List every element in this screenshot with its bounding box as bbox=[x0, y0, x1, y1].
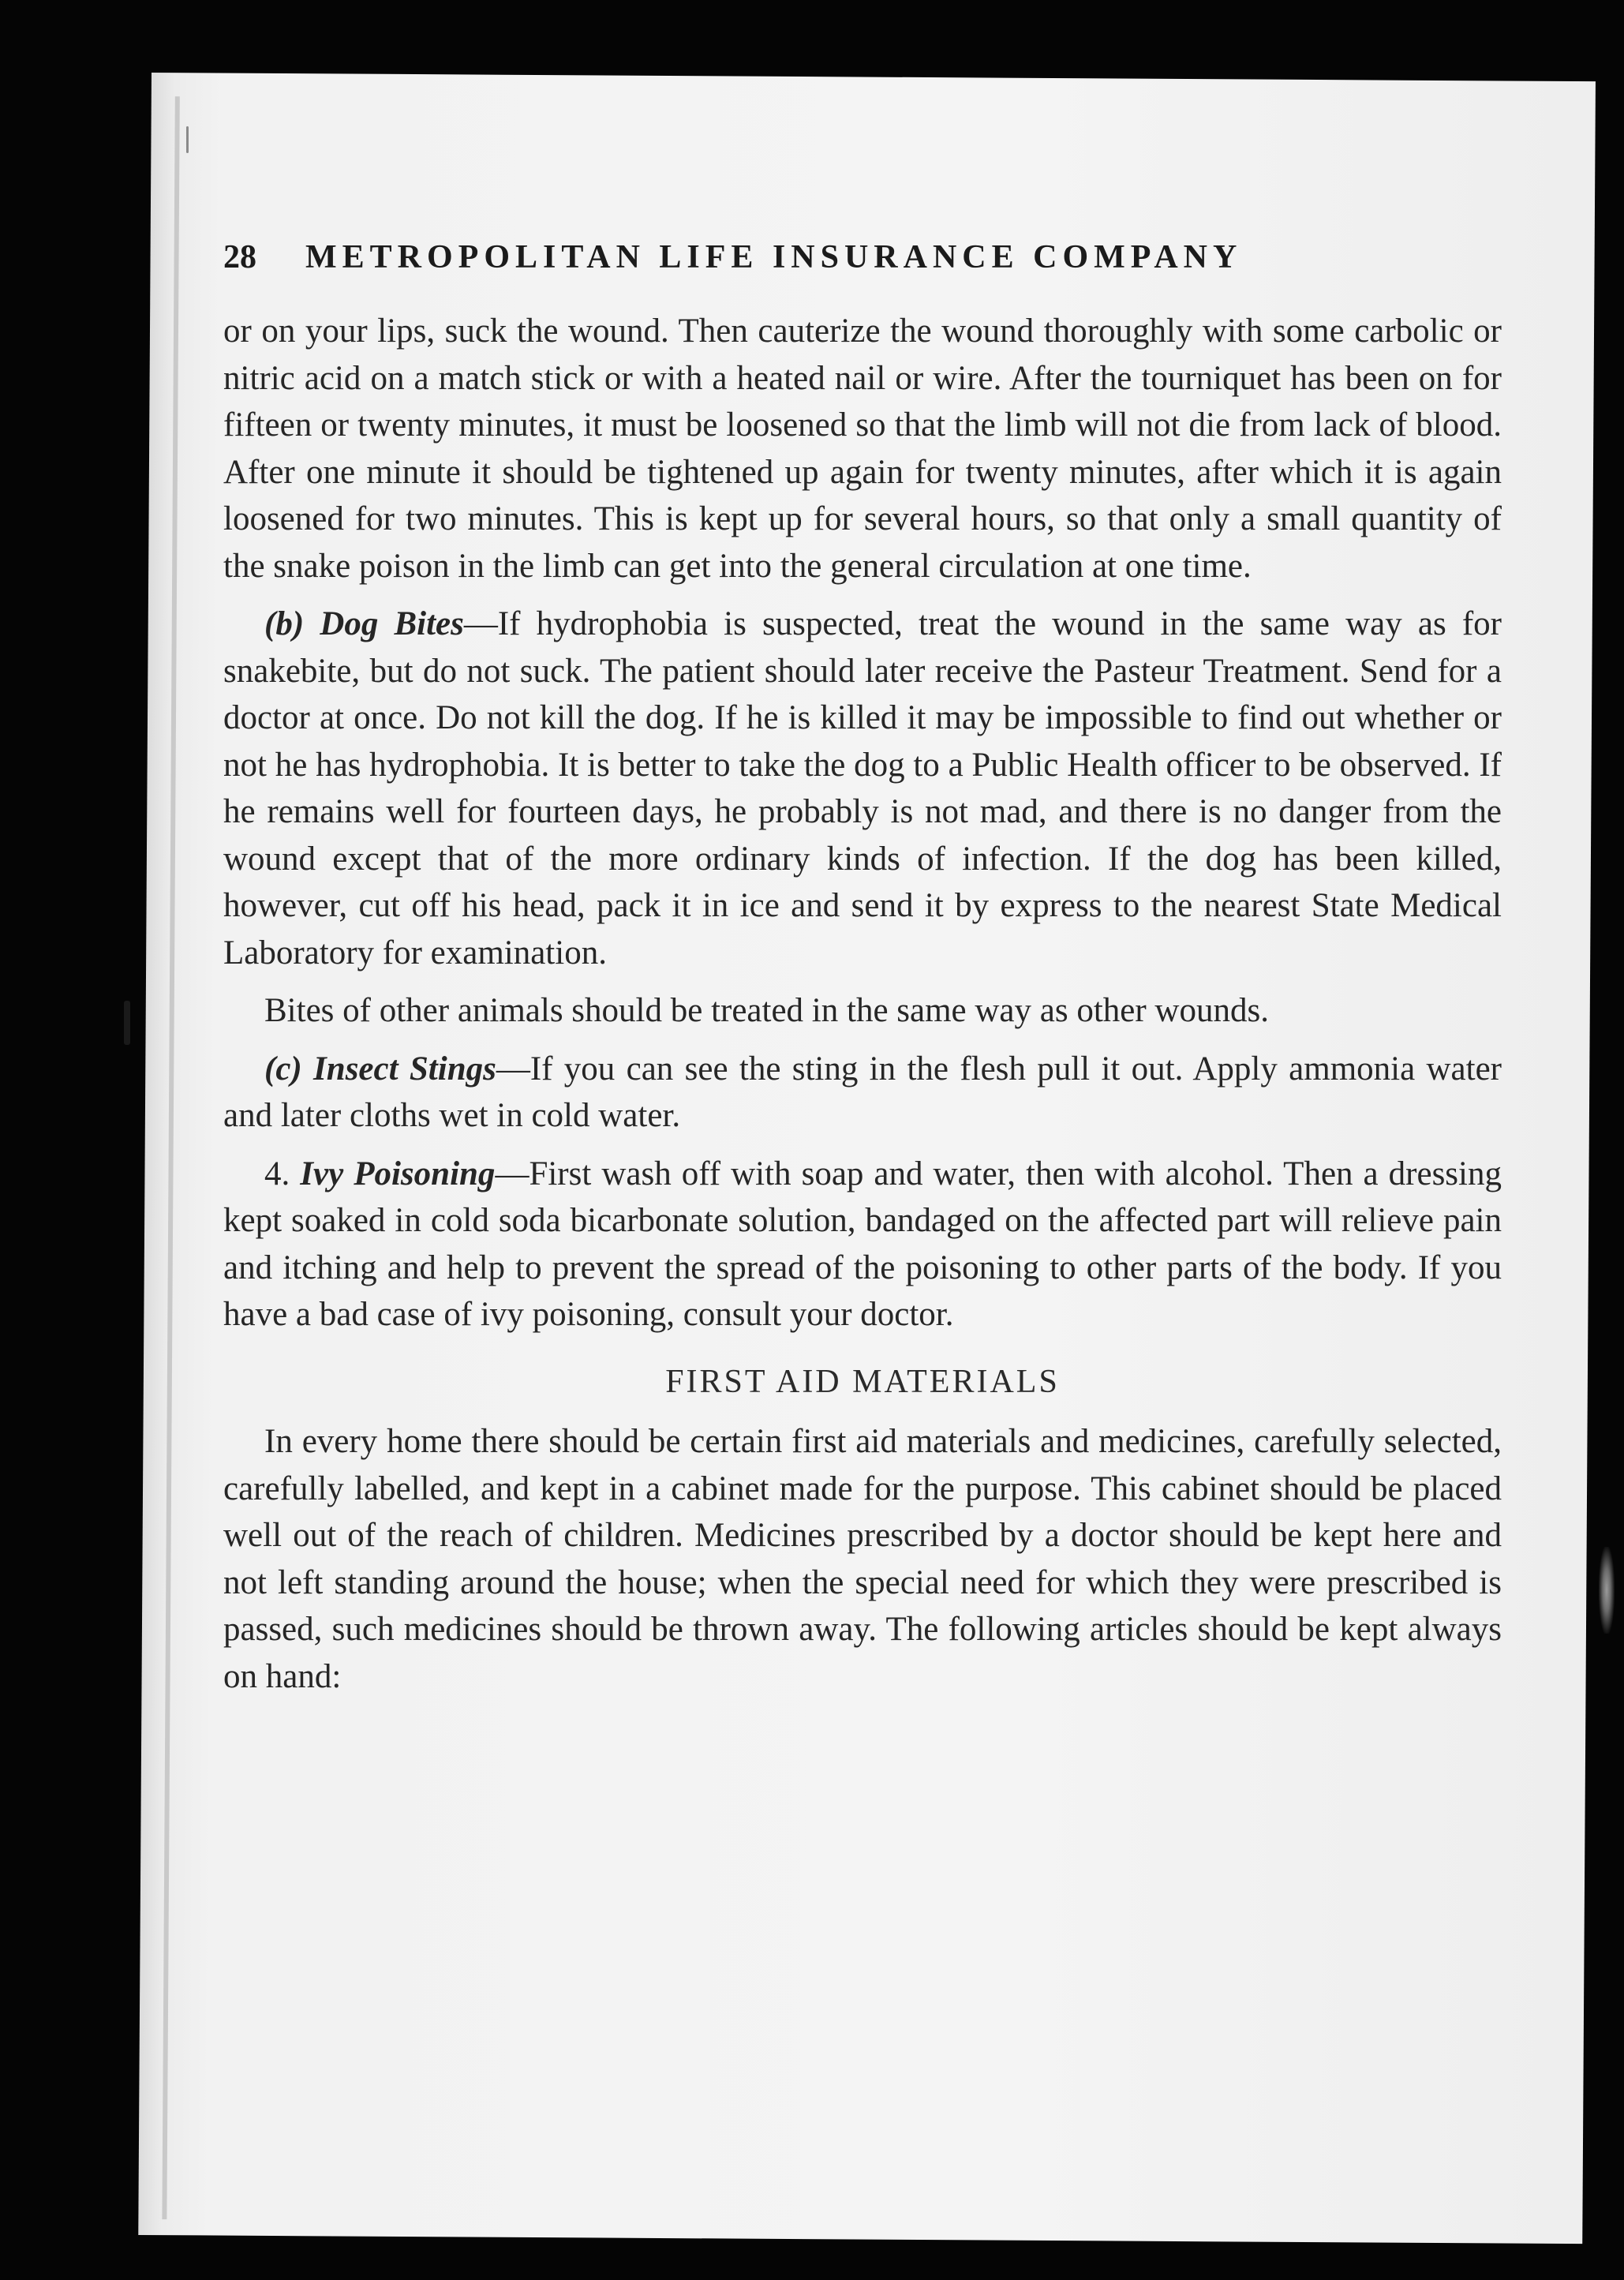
paragraph-snakebite-continued: or on your lips, suck the wound. Then cauterize the wound thoroughly with some carbolic or nitric acid on a match stick or with a heated nail or wire. After the tourniquet has been on for fifteen or twenty minutes, it must be loosened so that the limb will not die from lack of blood. After one minute it should be tightened up again for twenty minutes, after which it is again loosened for two minutes. This is kept up for several hours, so that only a small quantity of the snake poison in the limb can get into the general circulation at one time. bbox=[223, 313, 1502, 585]
section-heading-first-aid-materials: FIRST AID MATERIALS bbox=[665, 1363, 1060, 1400]
paragraph-dog-bites bbox=[223, 601, 1502, 976]
margin-ink-mark bbox=[124, 1001, 130, 1045]
insect-stings-text: —If you can see the sting in the flesh pull it out. Apply ammonia water and later cloths wet in cold water. bbox=[223, 1050, 1502, 1134]
ivy-poisoning-label: Ivy Poisoning bbox=[300, 1155, 496, 1192]
dog-bites-label: (b) Dog Bites bbox=[264, 605, 464, 642]
margin-ink-mark-small bbox=[186, 126, 189, 153]
page-fold-edge bbox=[162, 96, 179, 2219]
paragraph-ivy-poisoning bbox=[223, 1151, 1502, 1338]
page-number: 28 bbox=[223, 239, 256, 275]
paragraph-first-aid-materials: In every home there should be certain first aid materials and medicines, carefully selected, carefully labelled, and kept in a cabinet made for the purpose. This cabinet should be placed well out of the reach of children. Medicines prescribed by a doctor should be kept here and not left standing around the house; when the special need for which they were prescribed is passed, such medicines should be thrown away. The following articles should be kept always on hand: bbox=[223, 1423, 1502, 1695]
running-header bbox=[223, 238, 1423, 276]
paragraph-insect-stings bbox=[223, 1046, 1502, 1140]
insect-stings-label: (c) Insect Stings bbox=[264, 1050, 496, 1088]
scan-smudge bbox=[1599, 1547, 1615, 1634]
ivy-poisoning-number: 4. bbox=[264, 1155, 301, 1192]
paragraph-other-animals: Bites of other animals should be treated in the same way as other wounds. bbox=[264, 992, 1269, 1029]
running-title: METROPOLITAN LIFE INSURANCE COMPANY bbox=[305, 239, 1243, 275]
ivy-poisoning-text: —First wash off with soap and water, then with alcohol. Then a dressing kept soaked in cold soda bicarbonate solution, bandaged on the affected part will relieve pain and itching and help to prevent the spread of the poisoning to other parts of the body. If you have a bad case of ivy poisoning, consult your doctor. bbox=[223, 1155, 1502, 1333]
dog-bites-text: —If hydrophobia is suspected, treat the wound in the same way as for snakebite, but do not suck. The patient should later receive the Pasteur Treatment. Send for a doctor at once. Do not kill the dog. If he is killed it may be impossible to find out whether or not he has hydrophobia. It is better to take the dog to a Public Health officer to be observed. If he remains well for fourteen days, he probably is not mad, and there is no danger from the wound except that of the more ordinary kinds of infection. If the dog has been killed, however, cut off his head, pack it in ice and send it by express to the nearest State Medical Laboratory for examination. bbox=[223, 605, 1502, 972]
page-body bbox=[223, 308, 1502, 1711]
